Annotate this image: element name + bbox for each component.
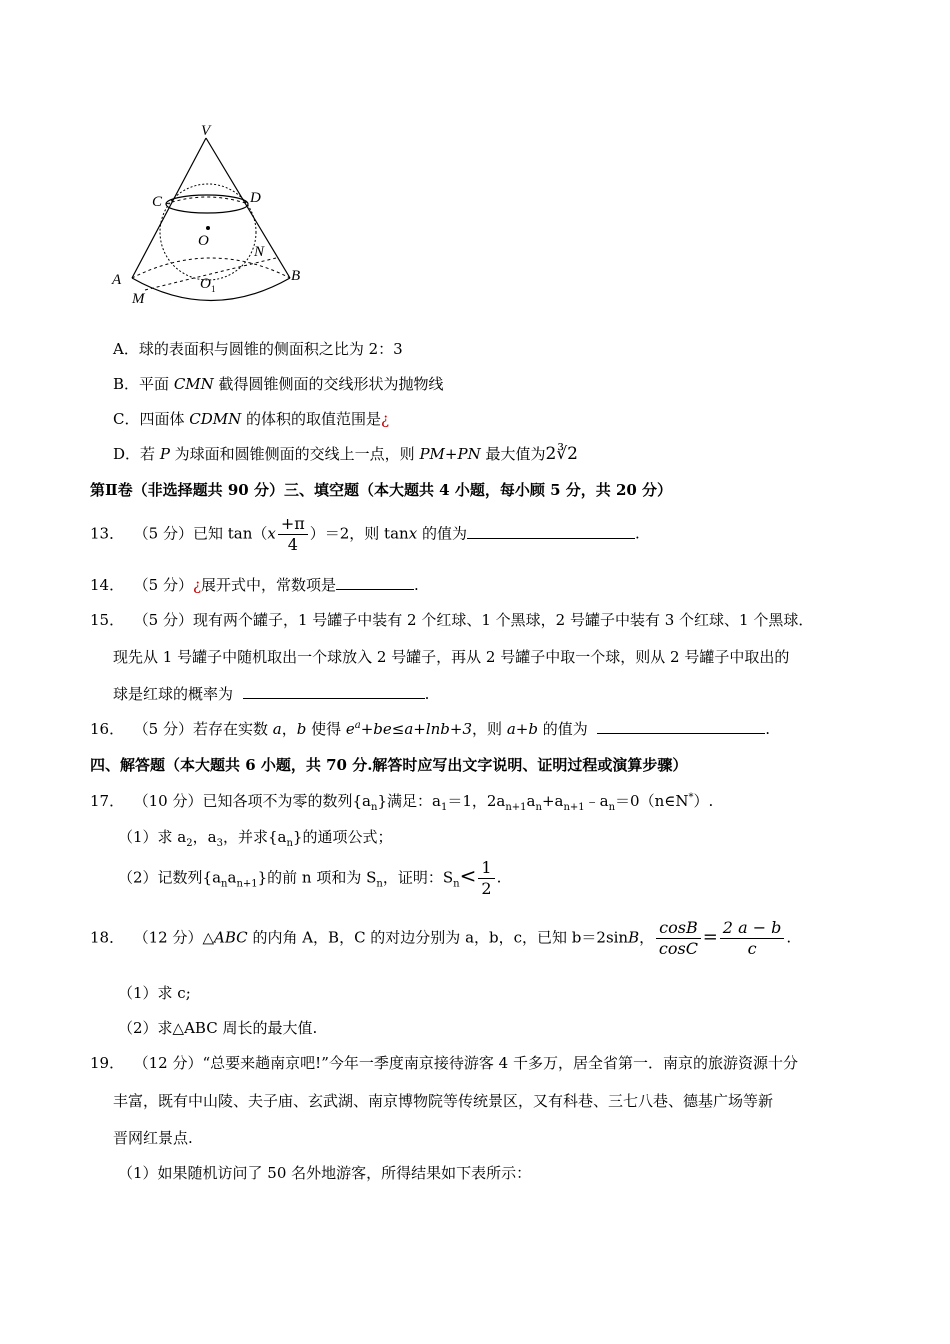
label-M: M [132,291,145,307]
q13-fraction: $\frac{+\pi}{4}$ [278,514,308,555]
question-19: 19． （12 分）“总要来趟南京吧!”今年一季度南京接待游客 4 千多万，居全省第一．南京的旅游资源十分 [90,1054,798,1072]
question-15-line-2: 现先从 1 号罐子中随机取出一个球放入 2 号罐子，再从 2 号罐子中取一个球，则从 2 号罐子中取出的 [113,648,790,666]
question-18: 18． （12 分）△ABC 的内角 A，B，C 的对边分别为 a，b，c，已知 b＝2sinB， $\frac{\cos B}{\cos C}$ = $\frac{2 a - b}{c}$ . [90,918,792,958]
question-17: 17． （10 分）已知各项不为零的数列$\{a_n\}$满足：$a_1=1$，$2a_{n+1}a_n+a_{n+1}﹣a_n=0(n\in N^*)$. [90,792,714,813]
option-c: C．四面体 CDMN 的体积的取值范围是¿ [113,410,390,428]
answer-blank-16[interactable] [597,719,765,734]
option-b: B．平面 CMN 截得圆锥侧面的交线形状为抛物线 [113,375,444,393]
label-C: C [152,194,163,210]
option-d: D．若 P 为球面和圆锥侧面的交线上一点，则 PM+PN 最大值为2∛2 [113,444,578,464]
question-15-line-3: 球是红球的概率为 . [113,685,430,703]
answer-blank-15[interactable] [243,684,425,699]
question-19-part-1: （1）如果随机访问了 50 名外地游客，所得结果如下表所示： [118,1164,532,1182]
answer-blank-14[interactable] [336,575,414,590]
section-4-heading: 四、解答题（本大题共 6 小题，共 70 分.解答时应写出文字说明、证明过程或演算步骤） [90,756,688,774]
q18-fraction-rhs: $\frac{2 a - b}{c}$ [720,918,785,959]
question-14: 14． （5 分）¿展开式中，常数项是 . [90,576,419,594]
question-13: 13． （5 分）已知 tan（x $\frac{+\pi}{4}$ ）＝2，则 tanx 的值为 . [90,514,640,554]
question-18-part-2: （2）求△ABC 周长的最大值. [118,1019,318,1037]
question-17-part-1: （1）求 $a_2$，$a_3$，并求$\{a_n\}$的通项公式； [118,828,393,849]
question-19-line-2: 丰富，既有中山陵、夫子庙、玄武湖、南京博物院等传统景区，又有科巷、三七八巷、德基广场等新 [113,1092,774,1110]
question-15: 15． （5 分）现有两个罐子，1 号罐子中装有 2 个红球、1 个黑球，2 号罐子中装有 3 个红球、1 个黑球． [90,611,814,629]
answer-blank-13[interactable] [467,524,635,539]
label-O1: O [200,276,211,292]
label-B: B [291,268,301,284]
label-V: V [201,123,211,139]
label-O: O [198,233,209,249]
cone-sphere-figure [100,118,320,313]
question-16: 16． （5 分）若存在实数 a，b 使得 $e^a+be\le a+\ln b+3$，则 a+b 的值为 . [90,720,771,738]
question-18-part-1: （1）求 c; [118,984,191,1002]
label-A: A [112,272,122,288]
q17-fraction: $\frac{1}{2}$ [478,858,494,899]
q18-fraction-cos: $\frac{\cos B}{\cos C}$ [656,918,701,959]
label-O1-sub: 1 [211,284,216,294]
label-N: N [254,244,265,260]
option-a: A．球的表面积与圆锥的侧面积之比为 2：3 [113,340,403,358]
question-19-line-3: 晋网红景点. [113,1129,193,1147]
section-3-heading: 第Ⅱ卷（非选择题共 90 分）三、填空题（本大题共 4 小题，每小顾 5 分，共 20 分） [90,481,673,499]
question-17-part-2: （2）记数列$\{a_na_{n+1}\}$的前 n 项和为 $S_n$，证明：$S_n<$ $\frac{1}{2}$ . [118,858,502,898]
label-D: D [250,190,261,206]
